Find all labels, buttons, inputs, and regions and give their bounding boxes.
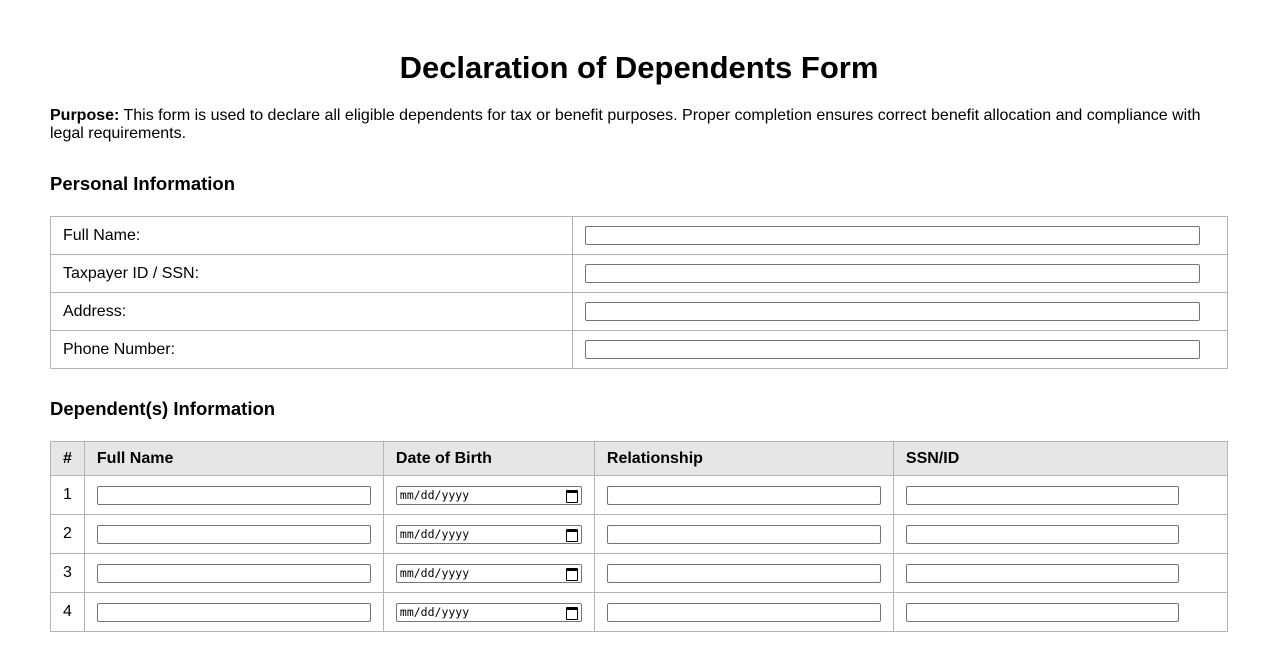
dependent-ssn-cell bbox=[893, 476, 1227, 515]
phone-number-input[interactable] bbox=[585, 340, 1200, 359]
table-header-row bbox=[51, 442, 1228, 476]
dependent-dob-input[interactable] bbox=[396, 486, 582, 505]
dependent-name-input[interactable] bbox=[97, 603, 371, 622]
dependent-name-cell bbox=[84, 476, 383, 515]
calendar-icon[interactable] bbox=[566, 490, 578, 503]
dependent-name-input[interactable] bbox=[97, 525, 371, 544]
dependent-relationship-input[interactable] bbox=[607, 603, 881, 622]
dependent-relationship-cell bbox=[594, 593, 893, 632]
dependents-table bbox=[50, 441, 1228, 632]
column-header-ssn-id: SSN/ID bbox=[893, 442, 1227, 476]
phone-number-label: Phone Number: bbox=[51, 331, 573, 369]
date-placeholder: mm/dd/yyyy bbox=[399, 565, 470, 580]
personal-info-heading: Personal Information bbox=[50, 173, 236, 194]
column-header-date-of-birth: Date of Birth bbox=[383, 442, 594, 476]
dependent-relationship-cell bbox=[594, 476, 893, 515]
phone-number-cell bbox=[573, 331, 1228, 369]
full-name-cell bbox=[573, 217, 1228, 255]
dependent-name-input[interactable] bbox=[97, 564, 371, 583]
taxpayer-id-label: Taxpayer ID / SSN: bbox=[51, 255, 573, 293]
dependent-relationship-cell bbox=[594, 554, 893, 593]
address-cell bbox=[573, 293, 1228, 331]
dependent-ssn-input[interactable] bbox=[906, 525, 1179, 544]
taxpayer-id-input[interactable] bbox=[585, 264, 1200, 283]
dependent-relationship-cell bbox=[594, 515, 893, 554]
dependent-name-cell bbox=[84, 593, 383, 632]
calendar-icon[interactable] bbox=[566, 529, 578, 542]
column-header-relationship: Relationship bbox=[594, 442, 893, 476]
dependent-name-cell bbox=[84, 554, 383, 593]
table-row bbox=[51, 554, 1228, 593]
dependent-ssn-cell bbox=[893, 593, 1227, 632]
dependent-dob-cell bbox=[383, 554, 594, 593]
date-placeholder: mm/dd/yyyy bbox=[399, 604, 470, 619]
dependent-dob-input[interactable] bbox=[396, 603, 582, 622]
dependent-relationship-input[interactable] bbox=[607, 564, 881, 583]
page-title: Declaration of Dependents Form bbox=[399, 50, 879, 85]
personal-info-table bbox=[50, 216, 1228, 369]
table-row bbox=[51, 255, 1228, 293]
dependent-dob-input[interactable] bbox=[396, 525, 582, 544]
table-row bbox=[51, 331, 1228, 369]
dependent-dob-cell bbox=[383, 476, 594, 515]
row-number: 1 bbox=[51, 476, 85, 515]
row-number: 4 bbox=[51, 593, 85, 632]
date-placeholder: mm/dd/yyyy bbox=[399, 526, 470, 541]
calendar-icon[interactable] bbox=[566, 607, 578, 620]
full-name-input[interactable] bbox=[585, 226, 1200, 245]
dependent-ssn-input[interactable] bbox=[906, 486, 1179, 505]
purpose-text: This form is used to declare all eligible dependents for tax or benefit purposes. Proper completion ensures correct benefit allocation and compliance with legal requirements. bbox=[50, 107, 1201, 142]
table-row bbox=[51, 217, 1228, 255]
purpose-label: Purpose: bbox=[50, 107, 120, 124]
column-header-number: # bbox=[51, 442, 85, 476]
taxpayer-id-cell bbox=[573, 255, 1228, 293]
dependent-relationship-input[interactable] bbox=[607, 525, 881, 544]
table-row bbox=[51, 293, 1228, 331]
dependent-ssn-input[interactable] bbox=[906, 603, 1179, 622]
dependent-dob-cell bbox=[383, 593, 594, 632]
address-label: Address: bbox=[51, 293, 573, 331]
dependent-relationship-input[interactable] bbox=[607, 486, 881, 505]
dependent-ssn-cell bbox=[893, 515, 1227, 554]
table-row bbox=[51, 515, 1228, 554]
address-input[interactable] bbox=[585, 302, 1200, 321]
calendar-icon[interactable] bbox=[566, 568, 578, 581]
dependent-name-input[interactable] bbox=[97, 486, 371, 505]
dependent-ssn-cell bbox=[893, 554, 1227, 593]
date-placeholder: mm/dd/yyyy bbox=[399, 487, 470, 502]
dependent-ssn-input[interactable] bbox=[906, 564, 1179, 583]
table-row bbox=[51, 593, 1228, 632]
purpose-paragraph bbox=[50, 107, 1220, 143]
full-name-label: Full Name: bbox=[51, 217, 573, 255]
table-row bbox=[51, 476, 1228, 515]
dependent-name-cell bbox=[84, 515, 383, 554]
dependent-dob-input[interactable] bbox=[396, 564, 582, 583]
dependents-info-heading: Dependent(s) Information bbox=[50, 398, 276, 419]
row-number: 3 bbox=[51, 554, 85, 593]
dependent-dob-cell bbox=[383, 515, 594, 554]
column-header-full-name: Full Name bbox=[84, 442, 383, 476]
row-number: 2 bbox=[51, 515, 85, 554]
